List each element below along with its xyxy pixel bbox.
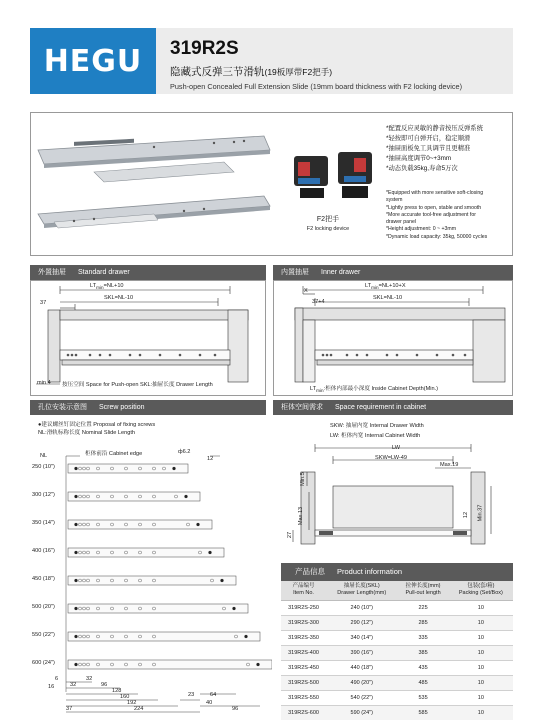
title-en: Push-open Concealed Full Extension Slide (19mm board thickness with F2 locking device) [170, 82, 463, 91]
screw-hole [83, 663, 86, 666]
feature-cn: *动态负载35kg,寿命5万次 [386, 165, 458, 172]
screw-note-2: NL:滑轨标称长度 Nominal Slide Length [38, 430, 135, 436]
screw-hole [125, 551, 128, 554]
table-cell: 10 [449, 660, 513, 675]
table-cell: 340 (14") [326, 630, 397, 645]
feature-en: *Lightly press to open, stable and smooth [386, 204, 482, 211]
f2-label [298, 214, 358, 232]
screw-hole [97, 551, 100, 554]
column-header-cn: 抽屉长度(SKL) [343, 582, 380, 589]
screw-hole [153, 635, 156, 638]
column-header [326, 581, 397, 600]
feature-en: *Equipped with more sensitive soft-closing [386, 190, 484, 196]
feature-cn: *配置反应灵敏的静音按压反弹系统 [386, 125, 483, 132]
standard-drawer-diagram [30, 280, 266, 396]
table-cell: 335 [397, 630, 448, 645]
screw-phi: ф6.2 [178, 449, 191, 455]
screw-hole [247, 663, 250, 666]
table-cell: 440 (18") [326, 660, 397, 675]
screw-dim-12: 12 [207, 456, 214, 462]
inner-caption-suffix: :柜体内部最小深度 Inside Cabinet Depth(Min.) [323, 386, 439, 392]
screw-hole [97, 495, 100, 498]
screw-row-label: 600 (24") [32, 660, 55, 666]
section-title-cn: 柜体空间需求 [281, 404, 323, 411]
table-cell: 485 [397, 675, 448, 690]
outer-min4-label: min 4 [37, 380, 51, 386]
screw-nl-label: NL [40, 453, 48, 459]
screw-dim: 16 [48, 684, 55, 690]
table-cell: 319R2S-450 [281, 660, 326, 675]
column-header-en: Item No. [293, 590, 314, 597]
feature-cn: *轻按即可自弹开启，稳定顺滑 [386, 135, 471, 142]
screw-hole [153, 579, 156, 582]
screw-hole [153, 523, 156, 526]
cabinet-max13: Max.13 [298, 506, 305, 526]
screw-hole [97, 467, 100, 470]
table-cell: 540 (22") [326, 691, 397, 706]
table-cell: 225 [397, 600, 448, 615]
screw-hole [125, 523, 128, 526]
screw-hole [153, 495, 156, 498]
column-header [397, 581, 448, 600]
table-cell: 10 [449, 630, 513, 645]
screw-hole [97, 523, 100, 526]
screw-hole [199, 551, 202, 554]
screw-hole [221, 579, 224, 582]
screw-dim: 128 [112, 688, 122, 694]
screw-dim: 6 [55, 676, 59, 682]
screw-hole [87, 467, 90, 470]
slide-extended-image [38, 196, 270, 228]
table-cell: 10 [449, 706, 513, 720]
inner-dim-37-4: 37+4 [312, 299, 325, 305]
feature-cn: *抽屉面板免工具调节且更精准 [386, 145, 471, 152]
column-header-en: Drawer Length(mm) [337, 590, 387, 597]
column-header-en: Pull-out length [405, 590, 441, 597]
screw-hole [83, 635, 86, 638]
feature-en: *More accurate tool-free adjustment for [386, 211, 476, 218]
table-cell: 585 [397, 706, 448, 720]
feature-en: system [386, 197, 403, 204]
screw-hole [97, 579, 100, 582]
inner-skl-label: SKL=NL-10 [373, 295, 403, 301]
section-inner-drawer [273, 265, 513, 280]
screw-row-label: 550 (22") [32, 632, 55, 638]
table-cell: 319R2S-400 [281, 645, 326, 660]
table-cell: 535 [397, 691, 448, 706]
screw-hole [87, 579, 90, 582]
table-cell: 10 [449, 675, 513, 690]
table-cell: 290 (12") [326, 615, 397, 630]
title-cn [170, 64, 499, 79]
feature-en: *Dynamic load capacity: 35kg, 50000 cycles [386, 233, 488, 240]
screw-hole [233, 607, 236, 610]
screw-hole [163, 467, 166, 470]
screw-dim: 40 [206, 700, 213, 706]
table-header-row [281, 581, 513, 600]
screw-hole [79, 523, 82, 526]
screw-hole [111, 663, 114, 666]
table-cell: 10 [449, 600, 513, 615]
section-title-en: Space requirement in cabinet [335, 404, 427, 411]
screw-dim: 32 [86, 676, 93, 682]
screw-hole [79, 663, 82, 666]
screw-hole [97, 635, 100, 638]
screw-hole [75, 467, 78, 470]
bottom-dimension-lines [66, 682, 260, 712]
screw-hole [97, 663, 100, 666]
title-block [156, 28, 513, 94]
screw-hole [139, 523, 142, 526]
table-row [281, 706, 513, 720]
section-cabinet-space [273, 400, 513, 415]
screw-hole [79, 551, 82, 554]
screw-hole [139, 495, 142, 498]
screw-hole [83, 607, 86, 610]
screw-dim: 96 [101, 682, 108, 688]
inner-lt-prefix: LT [365, 283, 372, 289]
screw-hole [235, 635, 238, 638]
table-row [281, 615, 513, 630]
table-cell: 319R2S-250 [281, 600, 326, 615]
screw-dim: 37 [66, 706, 73, 712]
column-header-cn: 包装(套/箱) [467, 582, 495, 589]
screw-hole [125, 635, 128, 638]
table-cell: 385 [397, 645, 448, 660]
screw-hole [75, 495, 78, 498]
inner-caption [310, 384, 438, 393]
model-number: 319R2S [170, 38, 239, 59]
outer-lt-suffix: =NL+10 [103, 283, 124, 289]
screw-hole [111, 579, 114, 582]
screw-hole [245, 635, 248, 638]
features-en [386, 190, 511, 241]
screw-hole [87, 663, 90, 666]
outer-lt-prefix: LT [90, 283, 97, 289]
cabinet-lw-legend: LW: 柜体内宽 Internal Cabinet Width [330, 433, 421, 439]
screw-dim: 32 [70, 682, 77, 688]
table-cell: 240 (10") [326, 600, 397, 615]
table-cell: 10 [449, 645, 513, 660]
screw-hole [83, 579, 86, 582]
screw-hole [75, 663, 78, 666]
screw-hole [111, 523, 114, 526]
screw-hole [125, 663, 128, 666]
inner-lt-sub: min [371, 285, 379, 291]
screw-hole [75, 579, 78, 582]
screw-hole [139, 635, 142, 638]
screw-note-1: ●建议螺丝钉固定位置 Proposal of fixing screws [38, 422, 156, 428]
product-info-header [281, 563, 513, 581]
screw-hole [125, 467, 128, 470]
screw-hole [79, 635, 82, 638]
screw-hole [197, 523, 200, 526]
product-info-title-cn: 产品信息 [295, 567, 325, 576]
f2-handle-left [294, 156, 328, 198]
table-cell: 10 [449, 691, 513, 706]
table-cell: 10 [449, 615, 513, 630]
table-cell: 319R2S-550 [281, 691, 326, 706]
product-info-title-en: Product information [337, 567, 403, 576]
screw-hole [125, 495, 128, 498]
product-info-body [281, 600, 513, 720]
inner-caption-sub: min [316, 388, 324, 394]
section-standard-drawer [30, 265, 266, 280]
table-row [281, 691, 513, 706]
product-info-table [281, 581, 513, 720]
screw-dim: 224 [134, 706, 144, 712]
screw-hole [87, 607, 90, 610]
screw-hole [185, 495, 188, 498]
screw-hole [87, 635, 90, 638]
outer-lt-label [90, 283, 124, 290]
screw-row-label: 350 (14") [32, 520, 55, 526]
table-cell: 319R2S-500 [281, 675, 326, 690]
screw-hole [187, 523, 190, 526]
column-header [449, 581, 513, 600]
screw-hole [83, 551, 86, 554]
column-header-cn: 产品编号 [292, 582, 315, 589]
screw-hole [209, 551, 212, 554]
screw-cabinet-edge: 柜体前沿 Cabinet edge [85, 451, 143, 457]
table-cell: 319R2S-350 [281, 630, 326, 645]
screw-hole [87, 551, 90, 554]
screw-hole [111, 551, 114, 554]
screw-hole [173, 467, 176, 470]
screw-position-diagram [60, 452, 272, 714]
screw-hole [83, 495, 86, 498]
screw-hole [139, 579, 142, 582]
table-row [281, 675, 513, 690]
screw-hole [125, 607, 128, 610]
screw-hole [139, 663, 142, 666]
screw-dim: 96 [232, 706, 239, 712]
slide-photos [34, 132, 284, 247]
screw-hole [223, 607, 226, 610]
section-title-en: Standard drawer [78, 269, 130, 276]
inner-lt-label [365, 283, 406, 290]
feature-cn: *抽屉高度调节0~+3mm [386, 155, 452, 162]
title-cn-small: (19板厚带F2把手) [264, 67, 333, 77]
cabinet-lw-dim: LW [392, 445, 400, 451]
screw-hole [111, 467, 114, 470]
brand-logo [30, 28, 156, 94]
outer-dim-37: 37 [40, 300, 47, 306]
cabinet-skw-dim: SKW=LW-49 [375, 455, 407, 461]
cabinet-dim12: 12 [463, 511, 470, 519]
screw-hole [79, 579, 82, 582]
screw-hole [111, 607, 114, 610]
f2-locking-device-image [290, 148, 380, 208]
outer-caption: 按压空间 Space for Push-open SKL:抽屉长度 Drawer Length [62, 382, 213, 388]
f2-label-cn: F2把手 [316, 216, 340, 223]
screw-hole [175, 495, 178, 498]
cabinet-dim27: 27 [287, 531, 294, 539]
screw-hole [79, 607, 82, 610]
inner-x-label: X [304, 288, 308, 294]
screw-hole [139, 467, 142, 470]
screw-rail [68, 604, 248, 613]
cabinet-min37: Min.37 [477, 504, 484, 522]
screw-hole [79, 467, 82, 470]
section-title-cn: 外置抽屉 [38, 269, 66, 276]
table-row [281, 660, 513, 675]
table-cell: 490 (20") [326, 675, 397, 690]
section-title-cn: 内置抽屉 [281, 269, 309, 276]
section-title-en: Inner drawer [321, 269, 361, 276]
screw-hole [153, 663, 156, 666]
screw-hole [75, 551, 78, 554]
screw-hole [153, 551, 156, 554]
column-header-cn: 拉伸长度(mm) [405, 582, 441, 589]
section-title-cn: 孔位安装示意图 [38, 404, 87, 411]
screw-row-label: 300 (12") [32, 492, 55, 498]
screw-row-label: 400 (16") [32, 548, 55, 554]
table-cell: 285 [397, 615, 448, 630]
screw-hole [153, 467, 156, 470]
screw-hole [75, 523, 78, 526]
screw-row-label: 450 (18") [32, 576, 55, 582]
slide-closed-image [38, 136, 270, 182]
column-header-en: Packing (Set/Box) [458, 590, 503, 597]
cabinet-min5: Min.5 [299, 472, 306, 486]
inner-lt-suffix: =NL+10+X [378, 283, 406, 289]
screw-hole [79, 495, 82, 498]
screw-hole [111, 635, 114, 638]
section-title-en: Screw position [99, 404, 145, 411]
screw-row-label: 500 (20") [32, 604, 55, 610]
table-cell: 319R2S-300 [281, 615, 326, 630]
screw-dim: 160 [120, 694, 130, 700]
features-cn [386, 124, 483, 174]
screw-hole [87, 523, 90, 526]
column-header [281, 581, 326, 600]
screw-hole [87, 495, 90, 498]
outer-lt-sub: min [96, 285, 104, 291]
screw-hole [97, 607, 100, 610]
screw-rail [68, 464, 188, 473]
brand-logo-text: HEGU [43, 43, 143, 79]
table-cell: 590 (24") [326, 706, 397, 720]
table-row [281, 630, 513, 645]
screw-rails [68, 464, 272, 669]
screw-hole [257, 663, 260, 666]
feature-en: *Height adjustment: 0 ~ +3mm [386, 226, 457, 233]
table-row [281, 600, 513, 615]
screw-hole [139, 607, 142, 610]
table-cell: 435 [397, 660, 448, 675]
screw-hole [125, 579, 128, 582]
table-cell: 390 (16") [326, 645, 397, 660]
screw-hole [139, 551, 142, 554]
screw-hole [153, 607, 156, 610]
cabinet-skw-legend: SKW: 抽屉内宽 Internal Drawer Width [330, 423, 424, 429]
screw-dim: 64 [210, 692, 217, 698]
f2-handle-right [338, 152, 372, 198]
screw-hole [75, 635, 78, 638]
inner-caption-prefix: LT [310, 386, 317, 392]
feature-en: drawer panel [386, 219, 416, 226]
section-screw-position [30, 400, 266, 415]
table-row [281, 645, 513, 660]
title-cn-main: 隐藏式反弹三节滑轨 [170, 66, 265, 78]
f2-label-en: F2 locking device [306, 226, 350, 232]
cabinet-max19: Max.19 [440, 462, 459, 468]
screw-hole [211, 579, 214, 582]
screw-hole [75, 607, 78, 610]
outer-skl-label: SKL=NL-10 [104, 295, 134, 301]
screw-dim: 192 [127, 700, 137, 706]
screw-dim: 23 [188, 692, 195, 698]
screw-hole [83, 467, 86, 470]
screw-hole [83, 523, 86, 526]
table-cell: 319R2S-600 [281, 706, 326, 720]
screw-row-label: 250 (10") [32, 464, 55, 470]
screw-hole [111, 495, 114, 498]
